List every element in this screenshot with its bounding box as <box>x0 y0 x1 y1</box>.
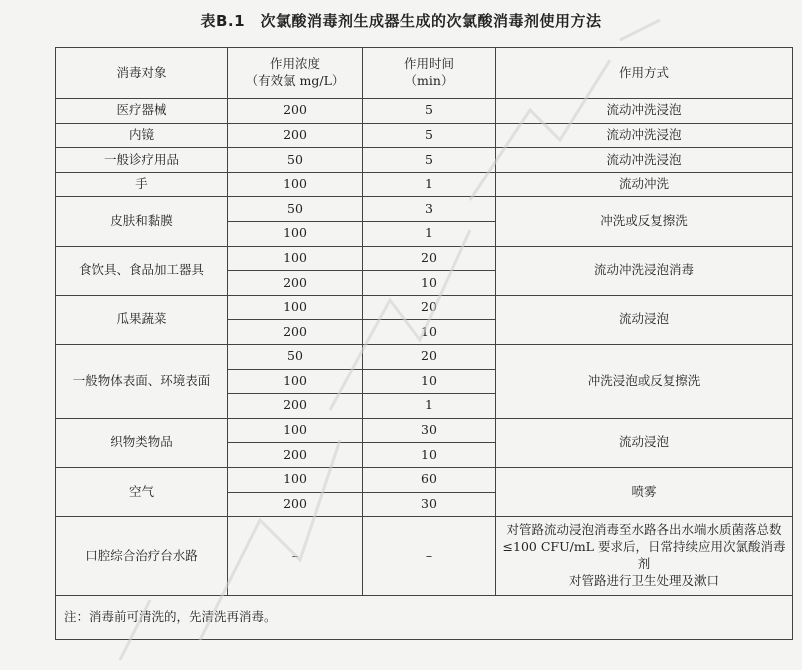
table-title: 表B.1 次氯酸消毒剂生成器生成的次氯酸消毒剂使用方法 <box>200 12 602 30</box>
cell-concentration: 200 <box>228 394 363 419</box>
table-row <box>56 197 793 222</box>
cell-object: 食饮具、食品加工器具 <box>56 246 228 295</box>
cell-concentration: 100 <box>228 172 363 197</box>
cell-object: 瓜果蔬菜 <box>56 295 228 344</box>
header-object: 消毒对象 <box>56 48 228 99</box>
cell-time: – <box>363 517 496 596</box>
cell-time: 1 <box>363 172 496 197</box>
table-row <box>56 123 793 148</box>
header-concentration <box>228 48 363 99</box>
cell-time: 60 <box>363 467 496 492</box>
cell-concentration: 100 <box>228 295 363 320</box>
cell-time: 30 <box>363 418 496 443</box>
cell-concentration: 100 <box>228 369 363 394</box>
cell-object: 皮肤和黏膜 <box>56 197 228 246</box>
header-conc-line2: （有效氯 mg/L） <box>245 73 345 88</box>
table-row <box>56 246 793 271</box>
method-line-2: ≤100 CFU/mL 要求后，日常持续应用次氯酸消毒剂 <box>502 539 786 572</box>
header-time-line1: 作用时间 <box>403 56 454 72</box>
cell-time: 10 <box>363 320 496 345</box>
cell-method: 喷雾 <box>496 467 793 516</box>
cell-time: 20 <box>363 246 496 271</box>
table-row-dental <box>56 517 793 596</box>
cell-method: 流动冲洗浸泡 <box>496 123 793 148</box>
cell-time: 5 <box>363 148 496 173</box>
cell-object: 医疗器械 <box>56 99 228 124</box>
cell-concentration: 100 <box>228 246 363 271</box>
cell-concentration: 100 <box>228 221 363 246</box>
header-conc-line1: 作用浓度 <box>269 56 320 72</box>
table-row <box>56 172 793 197</box>
cell-method: 流动浸泡 <box>496 418 793 467</box>
cell-concentration: 50 <box>228 197 363 222</box>
cell-time: 5 <box>363 99 496 124</box>
cell-time: 20 <box>363 295 496 320</box>
cell-concentration: 100 <box>228 418 363 443</box>
cell-method: 流动冲洗浸泡消毒 <box>496 246 793 295</box>
cell-object: 内镜 <box>56 123 228 148</box>
table-note: 注：消毒前可清洗的，先清洗再消毒。 <box>56 596 793 640</box>
header-row <box>56 48 793 99</box>
cell-concentration: 200 <box>228 443 363 468</box>
cell-time: 10 <box>363 271 496 296</box>
cell-time: 5 <box>363 123 496 148</box>
cell-concentration: 50 <box>228 344 363 369</box>
cell-time: 10 <box>363 369 496 394</box>
table-row <box>56 295 793 320</box>
table-row <box>56 467 793 492</box>
cell-time: 3 <box>363 197 496 222</box>
header-time-line2: （min） <box>404 73 454 88</box>
table-row <box>56 344 793 369</box>
cell-object: 空气 <box>56 467 228 516</box>
cell-time: 1 <box>363 394 496 419</box>
header-time <box>363 48 496 99</box>
cell-object: 手 <box>56 172 228 197</box>
cell-concentration: 200 <box>228 99 363 124</box>
cell-object: 一般诊疗用品 <box>56 148 228 173</box>
cell-concentration: 50 <box>228 148 363 173</box>
cell-time: 30 <box>363 492 496 517</box>
cell-method: 流动冲洗 <box>496 172 793 197</box>
cell-method: 冲洗或反复擦洗 <box>496 197 793 246</box>
disinfection-table <box>55 47 793 640</box>
cell-concentration: 200 <box>228 492 363 517</box>
cell-time: 10 <box>363 443 496 468</box>
cell-concentration: 100 <box>228 467 363 492</box>
cell-time: 1 <box>363 221 496 246</box>
cell-object: 口腔综合治疗台水路 <box>56 517 228 596</box>
cell-method: 流动冲洗浸泡 <box>496 99 793 124</box>
table-row <box>56 99 793 124</box>
method-line-3: 对管路进行卫生处理及漱口 <box>568 572 719 588</box>
cell-method <box>496 517 793 596</box>
cell-time: 20 <box>363 344 496 369</box>
cell-method: 流动浸泡 <box>496 295 793 344</box>
cell-object: 织物类物品 <box>56 418 228 467</box>
header-method: 作用方式 <box>496 48 793 99</box>
cell-method: 流动冲洗浸泡 <box>496 148 793 173</box>
method-line-1: 对管路流动浸泡消毒至水路各出水端水质菌落总数 <box>506 522 782 538</box>
table-row <box>56 148 793 173</box>
cell-concentration: 200 <box>228 271 363 296</box>
table-row <box>56 418 793 443</box>
cell-object: 一般物体表面、环境表面 <box>56 344 228 418</box>
table-row-note <box>56 596 793 640</box>
cell-concentration: – <box>228 517 363 596</box>
cell-concentration: 200 <box>228 123 363 148</box>
cell-concentration: 200 <box>228 320 363 345</box>
cell-method: 冲洗浸泡或反复擦洗 <box>496 344 793 418</box>
